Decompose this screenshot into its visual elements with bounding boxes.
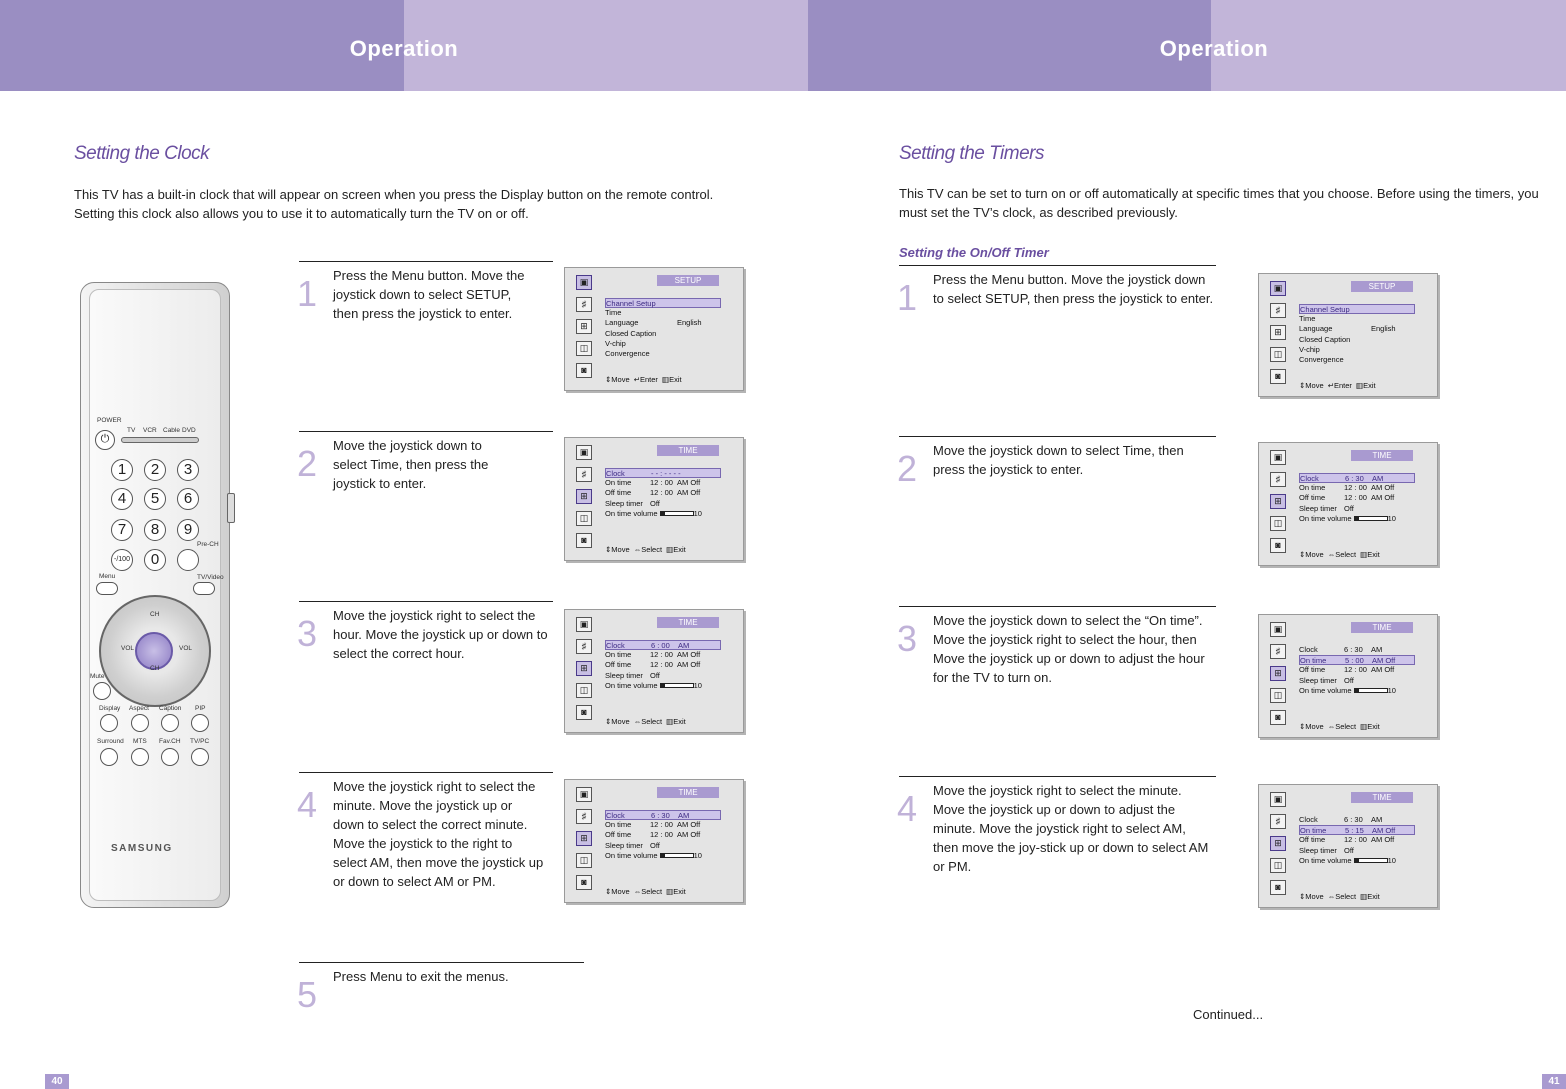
mts-button [131, 748, 149, 766]
power-label: POWER [97, 417, 122, 424]
pip-button [191, 714, 209, 732]
left-header-title: Operation [349, 36, 459, 61]
continued-note: Continued... [1193, 1007, 1264, 1022]
aspect-label: Aspect [129, 705, 149, 712]
osd-time-left-3: ▣ ♯ ⊞ ◫ ◙ TIME Clock 6 : 00 AM On time 12 : 00 AM Off Off time 12 : 00 AM Off Sleep timer Off On time volume 10 ⇕Move ⇔Select ▥Exit [564, 609, 744, 733]
digit-1: 1 [111, 459, 133, 481]
menu-label: Menu [99, 573, 116, 580]
left-step-3: 3 Move the joystick right to select the hour. Move the joystick up or down to select the correct hour. [299, 601, 553, 602]
digit-3: 3 [177, 459, 199, 481]
right-step-3: 3 Move the joystick down to select the “On time”. Move the joystick right to select the hour, then Move the joystick up or down to adjust the hour for the TV to turn on. [899, 606, 1216, 607]
remote-control [80, 282, 230, 908]
digit-8: 8 [144, 519, 166, 541]
right-page-number: 41 [1542, 1074, 1566, 1089]
surround-button [100, 748, 118, 766]
digit-9: 9 [177, 519, 199, 541]
osd-setup-left: ▣ ♯ ⊞ ◫ ◙ SETUP Channel Setup Time Language English Closed Caption V-chip Convergence ⇕Move ↵Enter ▥Exit [564, 267, 744, 391]
mode-tv: TV [127, 427, 136, 434]
osd-time-left-2: ▣ ♯ ⊞ ◫ ◙ TIME Clock - - : - - - - On time 12 : 00 AM Off Off time 12 : 00 AM Off Sleep timer Off On time volume 10 ⇕Move ⇔Select ▥Exit [564, 437, 744, 561]
right-section-title: Setting the Timers [899, 143, 1045, 164]
vol-left-label: VOL [121, 645, 135, 652]
osd-item: Time [605, 308, 622, 318]
mute-button [93, 682, 111, 700]
osd-item: Language English [605, 318, 702, 328]
mode-vcr: VCR [143, 427, 157, 434]
osd-item: Closed Caption [605, 328, 657, 338]
left-step-2: 2 Move the joystick down to select Time, then press the joystick to enter. [299, 431, 553, 432]
right-step-1: 1 Press the Menu button. Move the joystick down to select SETUP, then press the joystick to enter. [899, 265, 1216, 266]
tv-video-label: TV/Video [197, 574, 224, 581]
side-tab [227, 493, 235, 523]
right-subheading: Setting the On/Off Timer [899, 245, 1049, 260]
pre-ch-button [177, 549, 199, 571]
fav-ch-button [161, 748, 179, 766]
vol-right-label: VOL [179, 645, 193, 652]
mode-slider [121, 437, 199, 443]
caption-label: Caption [159, 705, 182, 712]
mute-label: Mute [90, 673, 105, 680]
surround-label: Surround [97, 738, 124, 745]
left-intro: This TV has a built-in clock that will appear on screen when you press the Display button on the remote control. Setting this clock also allows you to use it to automatically turn the TV on or off. [74, 187, 714, 221]
osd-item: Convergence [605, 348, 650, 358]
ch-up-label: CH [150, 611, 160, 618]
osd-time-right-2: ▣ ♯ ⊞ ◫ ◙ TIME Clock 6 : 30 AM On time 12 : 00 AM Off Off time 12 : 00 AM Off Sleep timer Off On time volume 10 ⇕Move ⇔Select ▥Exit [1258, 442, 1438, 566]
osd-header: SETUP [657, 275, 719, 286]
left-header-band [0, 0, 808, 91]
digit-4: 4 [111, 488, 133, 510]
right-header-band [808, 0, 1566, 91]
digit-5: 5 [144, 488, 166, 510]
right-step-4: 4 Move the joystick right to select the minute. Move the joystick up or down to adjust the minute. Move the joystick right to select AM, then move the joy-stick up or down to select AM or PM. [899, 776, 1216, 777]
left-section-title: Setting the Clock [74, 143, 210, 164]
digit-100: -/100 [111, 549, 133, 571]
left-step-5: 5 Press Menu to exit the menus. [299, 962, 584, 963]
display-button [100, 714, 118, 732]
right-header-title: Operation [1159, 36, 1269, 61]
digit-2: 2 [144, 459, 166, 481]
mts-label: MTS [133, 738, 147, 745]
digit-7: 7 [111, 519, 133, 541]
osd-setup-right: ▣ ♯ ⊞ ◫ ◙ SETUP Channel Setup Time Language English Closed Caption V-chip Convergence ⇕Move ↵Enter ▥Exit [1258, 273, 1438, 397]
display-label: Display [99, 705, 121, 712]
osd-item: Channel Setup [605, 298, 721, 308]
osd-item: V-chip [605, 338, 626, 348]
osd-footer: ⇕Move ↵Enter ▥Exit [605, 375, 682, 384]
right-intro: This TV can be set to turn on or off automatically at specific times that you choose. Before using the timers, you must set the TV’s clock, as described previously. [899, 186, 1539, 220]
menu-button [96, 582, 118, 595]
right-step-2: 2 Move the joystick down to select Time, then press the joystick to enter. [899, 436, 1216, 437]
left-step-1: 1 Press the Menu button. Move the joystick down to select SETUP, then press the joystick to enter. [299, 261, 553, 262]
osd-time-left-4: ▣ ♯ ⊞ ◫ ◙ TIME Clock 6 : 30 AM On time 12 : 00 AM Off Off time 12 : 00 AM Off Sleep timer Off On time volume 10 ⇕Move ⇔Select ▥Exit [564, 779, 744, 903]
ch-down-label: CH [150, 665, 160, 672]
left-page-number: 40 [45, 1074, 69, 1089]
mode-cable: Cable [163, 427, 180, 434]
digit-0: 0 [144, 549, 166, 571]
osd-time-right-4: ▣ ♯ ⊞ ◫ ◙ TIME Clock 6 : 30 AM On time 5 : 15 AM Off Off time 12 : 00 AM Off Sleep timer Off On time volume 10 ⇕Move ⇔Select ▥Exit [1258, 784, 1438, 908]
brand-logo: SAMSUNG [111, 843, 173, 854]
pre-ch-label: Pre-CH [197, 541, 219, 548]
left-step-4: 4 Move the joystick right to select the minute. Move the joystick up or down to select the correct minute. Move the joystick to the right to select AM, then move the joystick up or down to select AM or PM. [299, 772, 553, 773]
tv-pc-label: TV/PC [190, 738, 210, 745]
osd-time-right-3: ▣ ♯ ⊞ ◫ ◙ TIME Clock 6 : 30 AM On time 5 : 00 AM Off Off time 12 : 00 AM Off Sleep timer Off On time volume 10 ⇕Move ⇔Select ▥Exit [1258, 614, 1438, 738]
tv-pc-button [191, 748, 209, 766]
fav-ch-label: Fav.CH [159, 738, 181, 745]
caption-button [161, 714, 179, 732]
mode-dvd: DVD [182, 427, 196, 434]
pip-label: PIP [195, 705, 206, 712]
digit-6: 6 [177, 488, 199, 510]
tv-video-button [193, 582, 215, 595]
aspect-button [131, 714, 149, 732]
power-button: ⏻ [95, 430, 115, 450]
